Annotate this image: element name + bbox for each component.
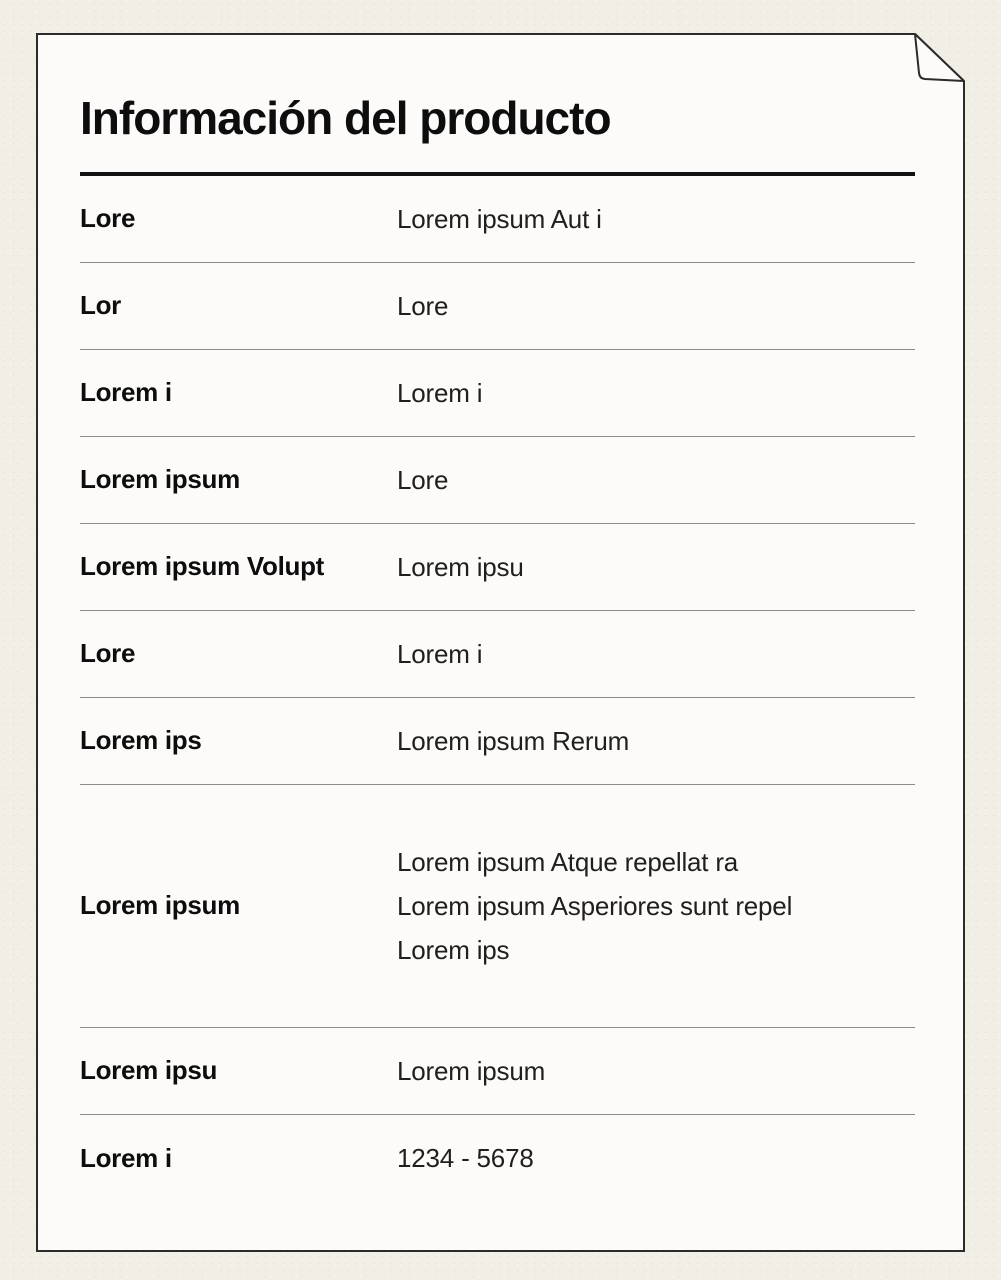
product-info-sheet (36, 33, 965, 1252)
row-value (397, 1049, 915, 1093)
row-value-line: Lorem ipsum Aut i (397, 203, 602, 234)
row-value-line: Lore (397, 290, 449, 321)
row-value (397, 458, 915, 502)
row-value-line: Lorem ips (397, 934, 510, 965)
row-value (397, 545, 915, 589)
row-value-line: Lorem ipsum Atque repellat ra (397, 846, 739, 877)
row-label: Lorem ipsum (80, 890, 240, 921)
row-value (397, 632, 915, 676)
product-info-table (80, 176, 915, 1202)
row-label: Lorem ipsum (80, 464, 240, 495)
sheet-content (36, 33, 965, 1252)
row-value-line: Lorem i (397, 377, 483, 408)
row-label: Lorem i (80, 1142, 172, 1173)
row-label: Lorem ips (80, 725, 202, 756)
row-label: Lor (80, 290, 121, 321)
row-value (397, 197, 915, 241)
row-value (397, 1136, 915, 1180)
row-value (397, 719, 915, 763)
row-value (397, 840, 915, 972)
table-row (80, 263, 915, 350)
table-row (80, 437, 915, 524)
row-label: Lorem ipsu (80, 1055, 218, 1086)
table-row (80, 176, 915, 263)
row-value-line: Lorem ipsum Rerum (397, 725, 630, 756)
table-row (80, 785, 915, 1028)
row-value (397, 284, 915, 328)
row-label: Lorem ipsum Volupt (80, 551, 325, 582)
table-row (80, 524, 915, 611)
row-value (397, 371, 915, 415)
table-row (80, 698, 915, 785)
row-value-line: Lorem ipsum (397, 1055, 546, 1086)
table-row (80, 611, 915, 698)
row-value-line: Lore (397, 464, 449, 495)
table-row (80, 1028, 915, 1115)
row-value-line: Lorem i (397, 638, 483, 669)
page-title: Información del producto (80, 92, 611, 144)
row-label: Lore (80, 203, 136, 234)
row-label: Lorem i (80, 377, 172, 408)
row-value-line: Lorem ipsum Asperiores sunt repel (397, 890, 793, 921)
table-row (80, 350, 915, 437)
row-label: Lore (80, 638, 136, 669)
table-row (80, 1115, 915, 1202)
row-value-line: 1234 - 5678 (397, 1143, 534, 1174)
row-value-line: Lorem ipsu (397, 551, 524, 582)
